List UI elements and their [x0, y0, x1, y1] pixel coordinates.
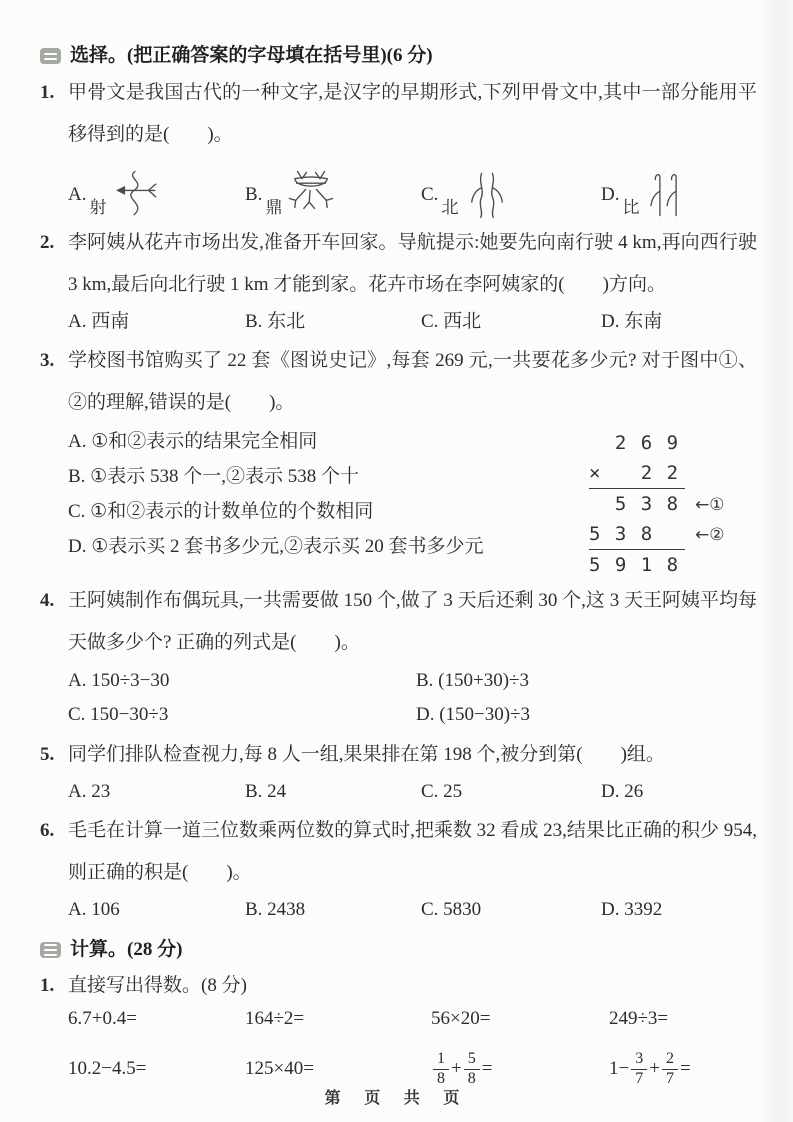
- option-c: C. 西北: [421, 311, 482, 332]
- column-multiplication: [589, 424, 757, 580]
- question-3-body: [68, 424, 757, 580]
- question-5-options: [68, 776, 757, 808]
- equals-sign: =: [481, 1058, 493, 1079]
- section-choice-title: 选择。: [70, 45, 128, 66]
- final-product: 5 9 1 8: [589, 554, 680, 576]
- calc-sub-title: 直接写出得数。(8 分): [68, 975, 247, 996]
- question-3: [40, 340, 757, 424]
- option-a-caption: 射: [89, 198, 107, 217]
- oracle-bone-bei-icon: [460, 166, 514, 222]
- question-1-options: [68, 158, 757, 222]
- partial-product-2: 5 3 8 ←②: [589, 519, 685, 550]
- option-c: [421, 158, 601, 222]
- question-5: [40, 734, 757, 776]
- question-5-text: 同学们排队检查视力,每 8 人一组,果果排在第 198 个,被分到第( )组。: [68, 744, 665, 765]
- option-b: B. ①表示 538 个一,②表示 538 个十: [68, 466, 359, 487]
- option-d-caption: 比: [622, 198, 640, 217]
- calc-row-1: [68, 1002, 757, 1036]
- question-4-options: [68, 664, 757, 732]
- option-b: B. 24: [245, 781, 287, 802]
- calc-item: 249÷3=: [609, 1008, 669, 1029]
- option-b: B. 东北: [245, 311, 306, 332]
- option-b: B. 2438: [245, 899, 306, 920]
- option-b: B. (150+30)÷3: [416, 670, 529, 691]
- option-d: D. (150−30)÷3: [416, 704, 531, 725]
- section-choice-note: (把正确答案的字母填在括号里)(6 分): [127, 45, 433, 66]
- question-6-number: 6.: [40, 820, 55, 841]
- option-a: A. 150÷3−30: [68, 670, 170, 691]
- question-1-text: 甲骨文是我国古代的一种文字,是汉字的早期形式,下列甲骨文中,其中一部分能用平移得到的是( )。: [68, 82, 757, 145]
- option-a: A. 106: [68, 899, 120, 920]
- question-4-text: 王阿姨制作布偶玩具,一共需要做 150 个,做了 3 天后还剩 30 个,这 3 天王阿姨平均每天做多少个? 正确的列式是( )。: [68, 590, 757, 653]
- operator: +: [451, 1058, 462, 1079]
- leading-term: 1−: [609, 1058, 630, 1079]
- question-3-text: 学校图书馆购买了 22 套《图说史记》,每套 269 元,一共要花多少元? 对于图中①、②的理解,错误的是( )。: [68, 350, 757, 413]
- list-icon: [40, 48, 61, 64]
- option-d: D. 东南: [601, 311, 663, 332]
- question-4: [40, 580, 757, 664]
- section-calc-title: 计算。: [70, 939, 128, 960]
- section-calc-note: (28 分): [127, 939, 183, 960]
- question-6: [40, 810, 757, 894]
- question-2: [40, 222, 757, 306]
- calc-item-fraction: [609, 1050, 757, 1088]
- calc-item: 164÷2=: [245, 1008, 305, 1029]
- fraction: $\frac{5}{8}$: [464, 1050, 480, 1088]
- question-4-number: 4.: [40, 590, 55, 611]
- section-calc-header: [40, 934, 757, 966]
- question-3-number: 3.: [40, 350, 55, 371]
- question-6-text: 毛毛在计算一道三位数乘两位数的算式时,把乘数 32 看成 23,结果比正确的积少 954,则正确的积是( )。: [68, 820, 757, 883]
- section-choice-header: [40, 40, 757, 72]
- calc-subsection-1: [40, 970, 757, 1002]
- option-d: [601, 158, 757, 222]
- calc-item: 56×20=: [431, 1008, 491, 1029]
- question-1-number: 1.: [40, 82, 55, 103]
- option-a: A. ①和②表示的结果完全相同: [68, 431, 318, 452]
- oracle-bone-ding-icon: [284, 166, 338, 222]
- option-a-label: A.: [68, 184, 87, 205]
- question-6-options: [68, 894, 757, 926]
- option-d: D. 26: [601, 781, 644, 802]
- list-icon: [40, 942, 61, 958]
- question-1: [40, 72, 757, 156]
- oracle-bone-bi-icon: [641, 166, 695, 222]
- option-b: [245, 158, 421, 222]
- calc-item: 10.2−4.5=: [68, 1058, 147, 1079]
- calc-item-fraction: [431, 1050, 609, 1088]
- arrow-2-label: ←②: [695, 525, 725, 545]
- calc-item: 125×40=: [245, 1058, 314, 1079]
- option-c: C. 25: [421, 781, 463, 802]
- option-c-caption: 北: [441, 198, 459, 217]
- option-a: [68, 158, 245, 222]
- calc-sub-number: 1.: [40, 975, 55, 996]
- multiplier-row: × 2 2: [589, 458, 685, 489]
- page-footer: 第 页 共 页: [324, 1088, 469, 1107]
- question-2-text: 李阿姨从花卉市场出发,准备开车回家。导航提示:她要先向南行驶 4 km,再向西行驶 3 km,最后向北行驶 1 km 才能到家。花卉市场在李阿姨家的( )方向。: [68, 232, 757, 295]
- operator: +: [649, 1058, 660, 1079]
- question-3-options: [68, 424, 589, 580]
- fraction: $\frac{2}{7}$: [662, 1050, 678, 1088]
- option-d: D. 3392: [601, 899, 663, 920]
- oracle-bone-she-icon: [108, 166, 162, 222]
- option-c: C. ①和②表示的计数单位的个数相同: [68, 501, 374, 522]
- question-2-options: [68, 306, 757, 338]
- question-2-number: 2.: [40, 232, 55, 253]
- fraction: $\frac{1}{8}$: [433, 1050, 449, 1088]
- option-d: D. ①表示买 2 套书多少元,②表示买 20 套书多少元: [68, 536, 484, 557]
- option-a: A. 23: [68, 781, 111, 802]
- option-d-label: D.: [601, 184, 620, 205]
- option-a: A. 西南: [68, 311, 130, 332]
- option-b-caption: 鼎: [265, 198, 283, 217]
- multiplicand: 2 6 9: [589, 432, 680, 454]
- option-b-label: B.: [245, 184, 263, 205]
- calc-item: 6.7+0.4=: [68, 1008, 137, 1029]
- question-5-number: 5.: [40, 744, 55, 765]
- equals-sign: =: [679, 1058, 691, 1079]
- partial-product-1: 5 3 8 ←①: [589, 489, 685, 519]
- option-c: C. 5830: [421, 899, 482, 920]
- option-c: C. 150−30÷3: [68, 704, 169, 725]
- paper-edge-shadow: [759, 0, 793, 1122]
- option-c-label: C.: [421, 184, 439, 205]
- arrow-1-label: ←①: [695, 495, 725, 515]
- fraction: $\frac{3}{7}$: [631, 1050, 647, 1088]
